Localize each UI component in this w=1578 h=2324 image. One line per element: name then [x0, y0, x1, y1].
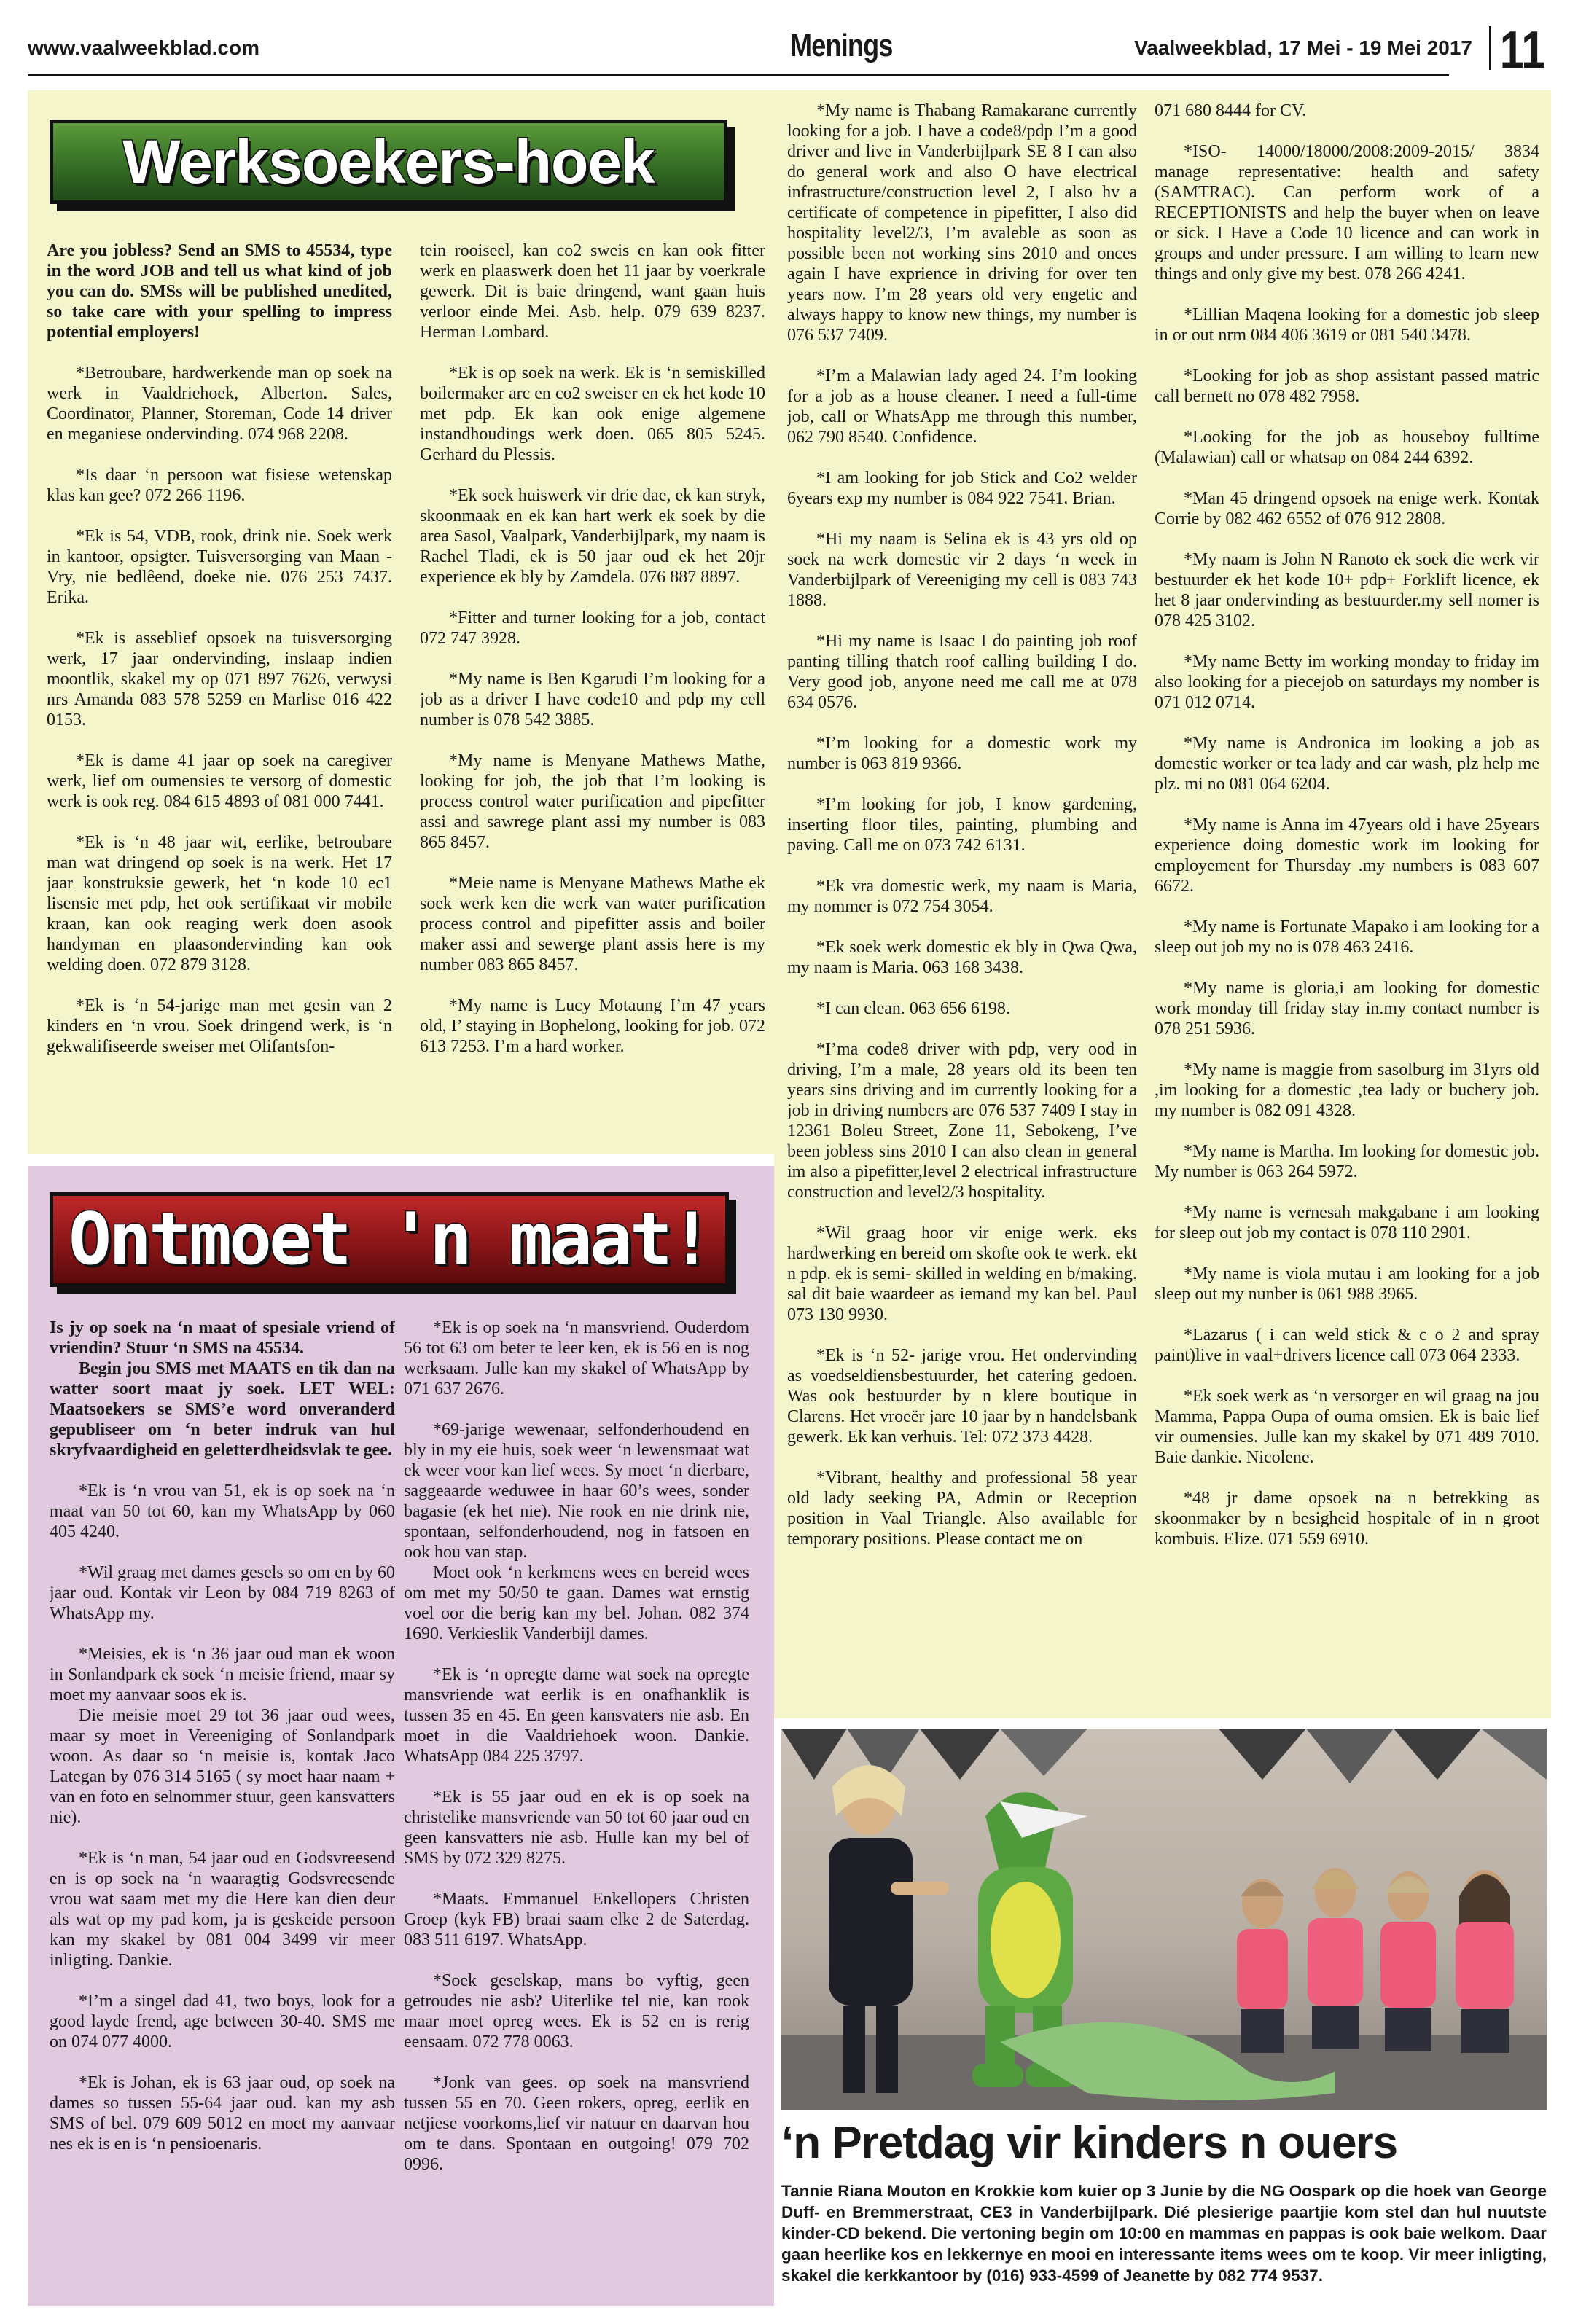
ontmoet-column-1: [50, 1318, 395, 2301]
werksoekers-column-3: [787, 101, 1137, 1714]
listing: *Ek soek werk as ‘n versorger en wil graag na jou Mamma, Pappa Oupa of ouma omsien. Ek is baie lief vir oumensies. Julle kan my skakel by 071 489 7010. Baie dankie. Nicolene.: [1155, 1387, 1539, 1467]
listing: *Jonk van gees. op soek na mansvriend tussen 55 en 70. Geen rokers, opreg, eerlik en netjiese voorkoms,lief vir natuur en daarvan hou om te dans. Spontaan en outgoing! 079 702 0996.: [404, 2073, 749, 2174]
listing: *I can clean. 063 656 6198.: [816, 999, 1010, 1018]
listing: *Fitter and turner looking for a job, contact 072 747 3928.: [420, 609, 765, 648]
listing: *Soek geselskap, mans bo vyftig, geen getroudes nie asb? Uiterlike tel nie, kan rook maar moet opreg wees. Ek is 52 en is rerig eensaam. 072 778 0063.: [404, 1971, 749, 2051]
listing: *69-jarige wewenaar, selfonderhoudend en bly in my eie huis, soek weer ‘n lewensmaat wat ek weer voor kan lief wees. Sy moet ‘n dierbare, saggeaarde weduwee in haar 60’s wees, sonder bagasie (ek het nie). Nie rook en nie drink nie, spontaan, selfonderhoudend, nog in fatsoen en ook hou van stap.: [404, 1420, 749, 1562]
listing: *Ek is 54, VDB, rook, drink nie. Soek werk in kantoor, opsigter. Tuisversorging van Maan - Vry, nie bedlêend, doeke nie. 076 253 7437. Erika.: [47, 527, 392, 607]
listing: Moet ook ‘n kerkmens wees en bereid wees om met my 50/50 te gaan. Dames wat ernstig voel oor die berig kan my bel. Johan. 082 374 1690. Verkieslik Vanderbijl dames.: [404, 1563, 749, 1643]
listing: *My name is Ben Kgarudi I’m looking for a job as a driver I have code10 and pdp my cell number is 078 542 3885.: [420, 670, 765, 729]
ontmoet-intro: Is jy op soek na ‘n maat of spesiale vriend of vriendin? Stuur ‘n SMS na 45534.: [50, 1318, 395, 1358]
header-rule: [28, 74, 1449, 76]
listing: *Ek is ‘n 54-jarige man met gesin van 2 kinders en ‘n vrou. Soek dringend werk, is ‘n gekwalifiseerde sweiser met Olifantsfon-: [47, 996, 392, 1056]
feature-photo: [781, 1729, 1547, 2110]
listing: *My name is Thabang Ramakarane currently looking for a job. I have a code8/pdp I’m a good driver and live in Vanderbijlpark SE 8 I can also do general work and also O have electrical infrastructure/construction level 2, I also hv a certificate of competence in pipefitter, I also did hospitality level2/3, I’m avaleble as soon as possible been not working sins 2010 and onces again I have exprience in driving for over ten years now. I’m 28 years old very engetic and always happy to know new things, my number is 076 537 7409.: [787, 101, 1137, 345]
listing: *Looking for job as shop assistant passed matric call bernett no 078 482 7958.: [1155, 367, 1539, 406]
page-header: [28, 21, 1551, 79]
listing: *Ek is ‘n man, 54 jaar oud en Godsvreesend en is op soek na ‘n waaragtig Godsvreesende vrou wat saam met my die Here kan dien deur als wat op my pad kom, ja is geskeide persoon kan my skakel by 081 004 3499 vir meer inligting. Dankie.: [50, 1849, 395, 1970]
ontmoet-column-2: [404, 1318, 749, 2301]
listing: *Vibrant, healthy and professional 58 year old lady seeking PA, Admin or Reception position in Vaal Triangle. Also available for temporary positions. Please contact me on: [787, 1468, 1137, 1549]
listing: *Ek soek huiswerk vir drie dae, ek kan stryk, skoonmaak en ek kan hart werk ek soek by die area Sasol, Vaalpark, Vanderbijlpark, my naam is Rachel Tladi, ek is 50 jaar oud ek het 20jr experience ek bly by Zamdela. 076 887 8897.: [420, 486, 765, 587]
listing-continued: tein rooiseel, kan co2 sweis en kan ook fitter werk en plaaswerk doen het 11 jaar by voerkrale gewerk. Dit is baie dringend, want gaan huis verloor einde Mei. Asb. help. 079 639 8237. Herman Lombard.: [420, 241, 765, 342]
listing: *My naam is John N Ranoto ek soek die werk vir bestuurder ek het kode 10+ pdp+ Forklift licence, ek het 8 jaar ondervinding as bestuurder.my sell nomer is 078 425 3102.: [1155, 550, 1539, 630]
feature-photo-illustration: [781, 1729, 1547, 2110]
header-separator: [1489, 26, 1491, 70]
listing: *My name is Lucy Motaung I’m 47 years old, I’ staying in Bophelong, looking for job. 072 613 7253. I’m a hard worker.: [420, 996, 765, 1056]
listing: *Meisies, ek is ‘n 36 jaar oud man ek woon in Sonlandpark ek soek ‘n meisie friend, maar sy moet my aanvaar soos ek is.: [50, 1645, 395, 1705]
listing: *I’ma code8 driver with pdp, very ood in driving, I’m a male, 28 years old its been ten years sins driving and im currently looking for a job in driving numbers are 076 537 7409 I stay in 12361 Boleu Street, Zone 11, Sebokeng, I’ve been jobless sins 2010 I can also clean in general im also a pipefitter,level 2 electrical infrastructure construction and level2/3 hospitality.: [787, 1040, 1137, 1202]
listing: *Ek is op soek na ‘n mansvriend. Ouderdom 56 tot 63 om beter te leer ken, ek is 56 en is nog werksaam. Julle kan my skakel of WhatsApp by 071 637 2676.: [404, 1318, 749, 1398]
listing: *Wil graag met dames gesels so om en by 60 jaar oud. Kontak vir Leon by 084 719 8263 of WhatsApp my.: [50, 1563, 395, 1623]
listing: *ISO- 14000/18000/2008:2009-2015/ 3834 manage representative: health and safety (SAMTRAC). Can perform work of a RECEPTIONISTS and help the buyer when on leave or sick. I Have a Code 10 licence and can work in groups and under pressure. I am willing to learn new things and only give my best. 078 266 4241.: [1155, 142, 1539, 283]
listing: *Ek is ‘n 52- jarige vrou. Het ondervinding as voedseldiensbestuurder, het catering gedoen. Was ook bestuurder by n klere boutique in Clarens. Het vroeër jare 10 jaar by n handelsbank gewerk. Ek kan verhuis. Tel: 072 373 4428.: [787, 1346, 1137, 1447]
ontmoet-instructions: Begin jou SMS met MAATS en tik dan na watter soort maat jy soek. LET WEL: Maatsoekers se SMS’e word onveranderd gepubliseer om ‘n beter indruk van hul skryfvaardigheid en geletterdheidsvlak te gee.: [50, 1359, 395, 1460]
listing: *My name is Martha. Im looking for domestic job. My number is 063 264 5972.: [1155, 1142, 1539, 1181]
listing: *Ek is dame 41 jaar op soek na caregiver werk, lief om oumensies te versorg of domestic werk is ook reg. 084 615 4893 of 081 000 7441.: [47, 751, 392, 811]
listing: *My name is vernesah makgabane i am looking for sleep out job my contact is 078 110 2901.: [1155, 1203, 1539, 1243]
listing: *Ek is 55 jaar oud en ek is op soek na christelike mansvriende van 50 tot 60 jaar oud en geen kansvatters nie asb. Hulle kan my bel of SMS by 072 329 8275.: [404, 1788, 749, 1868]
listing: *Ek is ‘n vrou van 51, ek is op soek na ‘n maat van 50 tot 60, kan my WhatsApp by 060 405 4240.: [50, 1482, 395, 1541]
listing-continued: 071 680 8444 for CV.: [1155, 101, 1307, 120]
listing: *Ek soek werk domestic ek bly in Qwa Qwa, my naam is Maria. 063 168 3438.: [787, 938, 1137, 977]
listing: *My name is gloria,i am looking for domestic work monday till friday stay in.my contact number is 078 251 5936.: [1155, 979, 1539, 1038]
listing: *Is daar ‘n persoon wat fisiese wetenskap klas kan gee? 072 266 1196.: [47, 466, 392, 505]
listing: *I’m looking for job, I know gardening, inserting floor tiles, painting, plumbing and paving. Call me on 073 742 6131.: [787, 795, 1137, 855]
listing: *I’m a Malawian lady aged 24. I’m looking for a job as a house cleaner. I need a full-time job, call or WhatsApp me through this number, 062 790 8540. Confidence.: [787, 367, 1137, 447]
listing: *My name is Fortunate Mapako i am looking for a sleep out job my no is 078 463 2416.: [1155, 918, 1539, 957]
issue-date: Vaalweekblad, 17 Mei - 19 Mei 2017: [1134, 36, 1472, 59]
listing: *Meie name is Menyane Mathews Mathe ek soek werk ken die werk van water purification process control and pipefitter assis and boiler maker assi and sewerge plant assis here is my number 083 865 8457.: [420, 874, 765, 974]
listing: *Hi my naam is Selina ek is 43 yrs old op soek na werk domestic vir 2 days ‘n week in Vanderbijlpark of Vereeniging my cell is 083 743 1888.: [787, 530, 1137, 610]
listing: *I’m a singel dad 41, two boys, look for a good layde frend, age between 30-40. SMS me on 074 077 4000.: [50, 1992, 395, 2051]
listing: *Ek vra domestic werk, my naam is Maria, my nommer is 072 754 3054.: [787, 877, 1137, 916]
listing: *My name is maggie from sasolburg im 31yrs old ,im looking for a domestic ,tea lady or buchery job. my number is 082 091 4328.: [1155, 1060, 1539, 1120]
werksoekers-column-2: [420, 240, 765, 1148]
werksoekers-title: Werksoekers-hoek: [122, 127, 655, 196]
listing: *Ek is ‘n opregte dame wat soek na opregte mansvriende wat eerlik is en onafhanklik is tussen 35 en 45. En geen kansvaters nie asb. En moet in die Vaaldriehoek woon. Dankie. WhatsApp 084 225 3797.: [404, 1665, 749, 1766]
listing: *Wil graag hoor vir enige werk. eks hardwerking en bereid om skofte ook te werk. ekt n pdp. ek is semi- skilled in welding en b/making. sal dit baie waardeer as iemand my kan bel. Paul 073 130 9930.: [787, 1224, 1137, 1324]
section-title: Menings: [790, 28, 893, 63]
listing: *Ek is op soek na werk. Ek is ‘n semiskilled boilermaker arc en co2 sweiser en ek het kode 10 met pdp. Ek kan ook enige algemene instandhoudings werk doen. 065 805 5245. Gerhard du Plessis.: [420, 364, 765, 464]
listing: *Looking for the job as houseboy fulltime (Malawian) call or whatsap on 084 244 6392.: [1155, 428, 1539, 467]
listing: *Ek is asseblief opsoek na tuisversorging werk, 17 jaar ondervinding, inslaap indien moontlik, skakel my op 071 897 7626, verwysi nrs Amanda 083 578 5259 en Marlise 016 422 0153.: [47, 629, 392, 729]
listing: *I am looking for job Stick and Co2 welder 6years exp my number is 084 922 7541. Brian.: [787, 469, 1137, 508]
listing: *My name is Andronica im looking a job as domestic worker or tea lady and car wash, plz help me plz. mi no 081 064 6204.: [1155, 734, 1539, 794]
feature-headline: ‘n Pretdag vir kinders n ouers: [781, 2118, 1398, 2168]
listing: *My name is Menyane Mathews Mathe, looking for job, the job that I’m looking is process control water purification and pipefitter assi and sawrege plant assi my number is 083 865 8457.: [420, 751, 765, 852]
listing: *Ek is ‘n 48 jaar wit, eerlike, betroubare man wat dringend op soek is na werk. Het 17 jaar konstruksie gewerk, het ‘n kode 10 ec1 lisensie met pdp, het ook sertifikaat vir mobile kraan, kan ook reaging werk doen asook handyman en plaasondervinding kan ook welding doen. 072 879 3128.: [47, 833, 392, 974]
werksoekers-column-4: [1155, 101, 1539, 1714]
listing: *Betroubare, hardwerkende man op soek na werk in Vaaldriehoek, Alberton. Sales, Coordinator, Planner, Storeman, Code 14 driver en meganiese ondervinding. 074 968 2208.: [47, 364, 392, 444]
werksoekers-banner: [50, 120, 727, 204]
listing: *Lazarus ( i can weld stick & c o 2 and spray paint)live in vaal+drivers licence call 073 064 2333.: [1155, 1326, 1539, 1365]
listing: *Maats. Emmanuel Enkellopers Christen Groep (kyk FB) braai saam elke 2 de Saterdag. 083 511 6197. WhatsApp.: [404, 1890, 749, 1949]
listing: *My name Betty im working monday to friday im also looking for a piecejob on saturdays my nomber is 071 012 0714.: [1155, 652, 1539, 712]
page-number: 11: [1499, 21, 1545, 79]
listing: *Lillian Maqena looking for a domestic job sleep in or out nrm 084 406 3619 or 081 540 3478.: [1155, 305, 1539, 345]
listing: *My name is Anna im 47years old i have 25years experience doing domestic work im looking for employement for Thursday .my numbers is 083 607 6672.: [1155, 815, 1539, 896]
werksoekers-column-1: [47, 240, 392, 1148]
site-url[interactable]: www.vaalweekblad.com: [28, 36, 259, 59]
listing: *Hi my name is Isaac I do painting job roof panting tilling thatch roof calling building I do. Very good job, anyone need me call me at 078 634 0576.: [787, 632, 1137, 712]
ontmoet-banner: [50, 1192, 729, 1287]
feature-caption: Tannie Riana Mouton en Krokkie kom kuier op 3 Junie by die NG Oospark op die hoek van George Duff- en Bremmerstraat, CE3 in Vanderbijlpark. Dié plesierige paartjie kom stel dan hul nuutste kinder-CD bekend. Die vertoning begin om 10:00 en mammas en pappas is ook baie welkom. Daar gaan heerlike kos en lekkernye en mooi en interessante items wees om te koop. Vir meer inligting, skakel die kerkkantoor by (016) 933-4599 of Jeanette by 082 774 9537.: [781, 2182, 1547, 2285]
listing: *Ek is Johan, ek is 63 jaar oud, op soek na dames so tussen 55-64 jaar oud. kan my asb SMS of bel. 079 609 5012 en moet my aanvaar nes ek is en is ‘n pensioenaris.: [50, 2073, 395, 2153]
listing: *I’m looking for a domestic work my number is 063 819 9366.: [787, 734, 1137, 773]
listing: *My name is viola mutau i am looking for a job sleep out my nunber is 061 988 3965.: [1155, 1264, 1539, 1304]
listing: *Man 45 dringend opsoek na enige werk. Kontak Corrie by 082 462 6552 of 076 912 2808.: [1155, 489, 1539, 528]
listing: *48 jr dame opsoek na n betrekking as skoonmaker by n besigheid hospitale of in n groot kombuis. Elize. 071 559 6910.: [1155, 1489, 1539, 1549]
werksoekers-intro: Are you jobless? Send an SMS to 45534, type in the word JOB and tell us what kind of job you can do. SMSs will be published unedited, so take care with your spelling to impress potential employers!: [47, 241, 392, 342]
ontmoet-title: Ontmoet 'n maat!: [68, 1198, 710, 1281]
listing: Die meisie moet 29 tot 36 jaar oud wees, maar sy moet in Vereeniging of Sonlandpark woon. As daar so ‘n meisie is, kontak Jaco Lategan by 076 314 5165 ( sy moet haar naam + van en foto en selnommer stuur, geen kansvatters nie).: [50, 1706, 395, 1827]
